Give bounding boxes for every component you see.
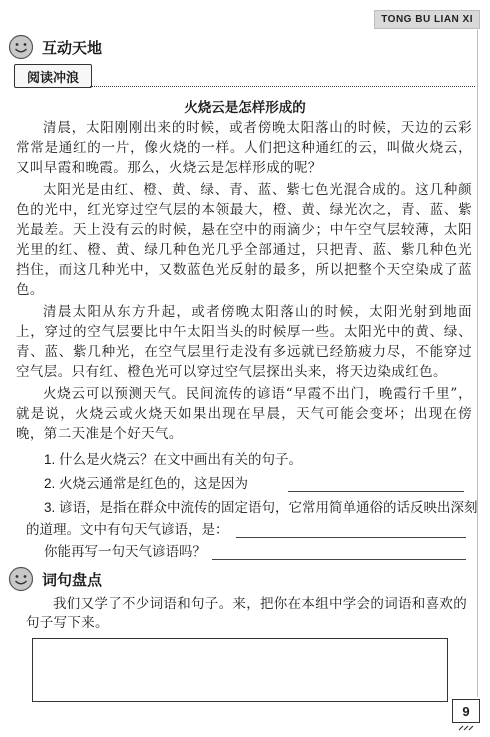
question-2: 2. 火烧云通常是红色的，这是因为 xyxy=(44,476,249,491)
answer-line-q3b[interactable] xyxy=(212,559,466,560)
section-header-interactive xyxy=(8,34,102,60)
smiley-icon xyxy=(8,566,34,592)
section-header-vocab xyxy=(8,566,102,592)
question-3: 3. 谚语，是指在群众中流传的固定语句，它常用简单通俗的话反映出深刻 xyxy=(44,500,478,515)
smiley-icon xyxy=(8,34,34,60)
header-tag: TONG BU LIAN XI xyxy=(374,10,480,29)
paragraph-2: 太阳光是由红、橙、黄、绿、青、蓝、紫七色光混合成的。这几种颜色的光中，红光穿过空气层的本领最大，橙、黄、绿光次之，青、蓝、紫光最差。天上没有云的时候，悬在空中的雨滴少；中午空气层较薄，太阳光里的红、橙、黄、绿几种色光几乎全部通过，只把青、蓝、紫几种色光挡住，而这几种光中，又数蓝色光反射的最多，所以把整个天空染成了蓝色。 xyxy=(16,182,472,298)
paragraph-3: 清晨太阳从东方升起，或者傍晚太阳落山的时候，太阳光射到地面上，穿过的空气层要比中午太阳当头的时候厚一些。太阳光中的黄、绿、青、蓝、紫几种光，在空气层里行走没有多远就已经筋疲力尽，不能穿过空气层。只有红、橙色光可以穿过空气层探出头来，将天边染成红色。 xyxy=(16,304,472,380)
answer-line-q2[interactable] xyxy=(288,491,464,492)
section-title: 词句盘点 xyxy=(42,571,103,589)
margin-rule xyxy=(477,30,478,697)
paragraph-1: 清晨，太阳刚刚出来的时候，或者傍晚太阳落山的时候，天边的云彩常常是通红的一片，像火烧的一样。人们把这种通红的云，叫做火烧云，又叫早霞和晚霞。那么，火烧云是怎样形成的呢？ xyxy=(16,120,472,176)
reading-tab: 阅读冲浪 xyxy=(14,64,92,88)
article-title: 火烧云是怎样形成的 xyxy=(184,100,306,115)
tab-divider xyxy=(90,86,475,87)
section-title: 互动天地 xyxy=(42,39,103,57)
page-number: 9 xyxy=(452,699,480,723)
writing-box[interactable] xyxy=(32,638,448,702)
paragraph-4: 火烧云可以预测天气。民间流传的谚语“早霞不出门，晚霞行千里”，就是说，火烧云或火烧天如果出现在早晨，天气可能会变坏；出现在傍晚，第二天准是个好天气。 xyxy=(16,386,472,442)
question-1: 1. 什么是火烧云？在文中画出有关的句子。 xyxy=(44,452,303,467)
question-3-follow: 你能再写一句天气谚语吗？ xyxy=(44,544,206,559)
page-decoration-icon xyxy=(458,725,476,731)
vocab-instruction: 我们又学了不少词语和句子。来，把你在本组中学会的词语和喜欢的句子写下来。 xyxy=(26,596,467,630)
answer-line-q3a[interactable] xyxy=(236,537,466,538)
question-3-cont: 的道理。文中有句天气谚语，是： xyxy=(26,522,229,537)
